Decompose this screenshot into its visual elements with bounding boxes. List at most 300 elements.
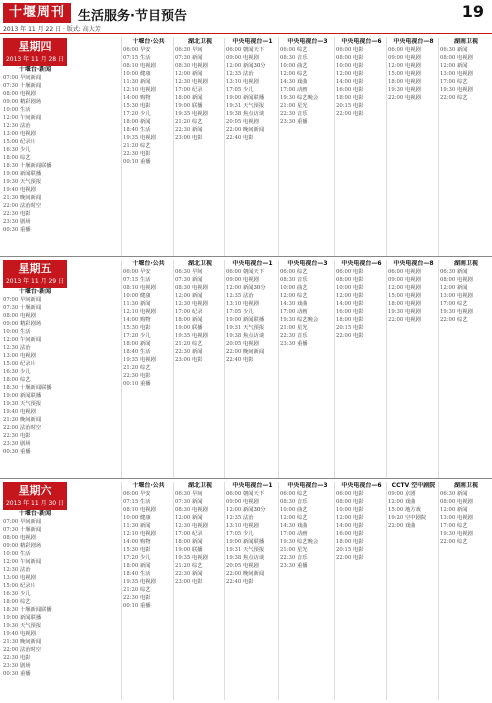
program-title: 生活 [138, 499, 151, 505]
program-time: 17:00 [175, 531, 191, 537]
program-title: 电视剧 [403, 301, 421, 307]
program-title: 纪录 [190, 309, 203, 315]
program-title: 新闻 [190, 293, 203, 299]
channel-name: 湖北卫视 [187, 260, 212, 267]
program-time: 09:00 [226, 55, 242, 61]
program-row [123, 498, 174, 506]
program-title: 电视剧 [190, 507, 208, 513]
program-title: 综艺 [455, 317, 468, 323]
program-time: 21:30 [3, 639, 19, 645]
program-time: 23:30 [280, 341, 296, 347]
program-title: 联播 [190, 547, 203, 553]
channel-name: 中央电视台—3 [287, 482, 328, 489]
program-row [280, 308, 335, 316]
program-row [3, 90, 67, 98]
program-time: 12:00 [280, 71, 296, 77]
program-time: 06:30 [175, 269, 191, 275]
program-row [280, 70, 335, 78]
channel-name: 湖南卫视 [453, 260, 478, 267]
program-time: 19:00 [175, 103, 191, 109]
program-row [226, 102, 279, 110]
program-time: 23:00 [175, 135, 191, 141]
program-row [226, 134, 279, 142]
program-row [123, 554, 174, 562]
program-row [123, 316, 174, 324]
channel-column [280, 38, 335, 256]
program-row [388, 70, 439, 78]
program-time: 23:30 [3, 219, 19, 225]
day-date: 2013 年 11 月 28 日 [5, 56, 65, 63]
program-title: 天气预报 [18, 623, 42, 629]
program-time: 08:00 [336, 277, 352, 283]
program-title: 电视剧 [403, 63, 421, 69]
program-time: 22:30 [123, 151, 139, 157]
program-title: 电视剧 [138, 309, 156, 315]
program-title: 综艺 [295, 293, 308, 299]
program-row [123, 490, 174, 498]
program-row [336, 506, 387, 514]
program-row [175, 46, 225, 54]
program-title: 晚间新闻 [18, 417, 42, 423]
program-time: 19:30 [3, 179, 19, 185]
program-time: 19:40 [3, 409, 19, 415]
program-title: 电视剧 [403, 87, 421, 93]
program-title: 综艺 [455, 301, 468, 307]
program-title: 生活 [138, 571, 151, 577]
program-row [280, 102, 335, 110]
program-row [123, 332, 174, 340]
program-title: 新闻 [190, 349, 203, 355]
program-row [3, 106, 67, 114]
program-row [336, 530, 387, 538]
program-row [123, 110, 174, 118]
program-row [3, 638, 67, 646]
program-time: 19:35 [123, 135, 139, 141]
program-time: 13:00 [3, 353, 19, 359]
program-row [3, 360, 67, 368]
program-title: 综艺 [18, 155, 31, 161]
program-title: 法治 [241, 293, 254, 299]
program-time: 20:15 [336, 325, 352, 331]
program-title: 综艺 [138, 587, 151, 593]
program-row [3, 336, 67, 344]
program-time: 15:00 [388, 71, 404, 77]
program-time: 22:00 [3, 203, 19, 209]
program-title: 新闻 [190, 571, 203, 577]
program-time: 19:30 [440, 309, 456, 315]
program-title: 电影 [351, 325, 364, 331]
program-time: 21:00 [280, 547, 296, 553]
program-row [280, 54, 335, 62]
program-row [336, 276, 387, 284]
program-title: 星光 [295, 547, 308, 553]
program-row [336, 94, 387, 102]
program-row [123, 292, 174, 300]
program-time: 19:38 [226, 555, 242, 561]
program-time: 12:00 [440, 507, 456, 513]
program-time: 18:40 [123, 571, 139, 577]
program-row [280, 292, 335, 300]
program-title: 综艺 [295, 269, 308, 275]
program-time: 21:20 [123, 587, 139, 593]
program-title: 重播 [138, 159, 151, 165]
program-row [123, 546, 174, 554]
edition-line: 2013 年 11 月 22 日 · 版式: 高大芳 [3, 26, 101, 33]
program-title: 剧场 [18, 441, 31, 447]
day-block [0, 480, 492, 702]
program-time: 10:00 [3, 107, 19, 113]
program-row [3, 542, 67, 550]
program-title: 综艺晚会 [295, 539, 319, 545]
program-time: 08:30 [280, 499, 296, 505]
program-time: 21:30 [3, 417, 19, 423]
program-row [175, 332, 225, 340]
program-time: 08:00 [3, 535, 19, 541]
channel-column [336, 38, 387, 256]
program-row [3, 558, 67, 566]
program-title: 午间新闻 [18, 337, 42, 343]
program-row [226, 554, 279, 562]
program-title: 天气预报 [18, 401, 42, 407]
program-row [175, 78, 225, 86]
program-time: 12:35 [226, 293, 242, 299]
program-row [280, 300, 335, 308]
program-title: 电影 [351, 269, 364, 275]
program-time: 16:00 [336, 87, 352, 93]
program-title: 电视剧 [190, 523, 208, 529]
program-row [175, 514, 225, 522]
program-title: 新闻联播 [241, 95, 265, 101]
program-row [123, 538, 174, 546]
program-time: 17:00 [440, 523, 456, 529]
program-row [175, 348, 225, 356]
day-badge [3, 482, 67, 510]
program-title: 新闻 [190, 317, 203, 323]
program-time: 12:00 [440, 63, 456, 69]
program-row [280, 514, 335, 522]
program-time: 12:30 [175, 523, 191, 529]
program-title: 新闻 [190, 515, 203, 521]
program-time: 19:40 [3, 631, 19, 637]
program-row [388, 46, 439, 54]
program-title: 新闻 [138, 341, 151, 347]
program-row [175, 62, 225, 70]
program-time: 22:00 [388, 317, 404, 323]
program-time: 22:30 [3, 433, 19, 439]
program-time: 17:00 [280, 309, 296, 315]
program-title: 戏曲 [295, 301, 308, 307]
program-row [280, 340, 335, 348]
program-row [336, 46, 387, 54]
program-time: 22:00 [226, 571, 242, 577]
program-title: 电视剧 [18, 131, 36, 137]
program-title: 购物 [138, 95, 151, 101]
program-title: 法治 [241, 71, 254, 77]
program-time: 06:00 [388, 47, 404, 53]
program-row [175, 578, 225, 586]
program-time: 13:10 [226, 301, 242, 307]
program-title: 电视剧 [455, 531, 473, 537]
program-row [3, 606, 67, 614]
program-row [280, 332, 335, 340]
program-time: 14:30 [280, 301, 296, 307]
program-time: 18:00 [336, 317, 352, 323]
program-row [123, 586, 174, 594]
program-title: 电视剧 [241, 563, 259, 569]
program-time: 19:35 [175, 333, 191, 339]
program-title: 生活 [18, 551, 31, 557]
program-time: 18:40 [123, 127, 139, 133]
program-time: 16:30 [3, 147, 19, 153]
program-title: 电影 [351, 333, 364, 339]
program-row [226, 284, 279, 292]
channel-name: 中央电视台—3 [287, 260, 328, 267]
program-title: 天气预报 [241, 547, 265, 553]
program-title: 电视剧 [18, 535, 36, 541]
program-row [388, 490, 439, 498]
program-row [123, 522, 174, 530]
program-title: 电视剧 [18, 91, 36, 97]
program-title: 十堰新闻 [18, 83, 42, 89]
program-time: 06:00 [226, 47, 242, 53]
program-title: 电影 [138, 103, 151, 109]
program-title: 曲艺 [295, 63, 308, 69]
program-title: 电视剧 [241, 523, 259, 529]
program-row [3, 98, 67, 106]
program-time: 22:30 [175, 571, 191, 577]
program-title: 电影 [351, 71, 364, 77]
program-row [175, 324, 225, 332]
program-time: 12:10 [123, 309, 139, 315]
program-time: 10:00 [280, 63, 296, 69]
program-time: 15:30 [123, 547, 139, 553]
program-row [3, 646, 67, 654]
program-title: 电影 [351, 547, 364, 553]
program-row [280, 498, 335, 506]
channel-name: 湖南卫视 [453, 38, 478, 45]
program-time: 07:00 [3, 75, 19, 81]
program-title: 综艺晚会 [295, 95, 319, 101]
program-row [123, 562, 174, 570]
program-row [226, 268, 279, 276]
program-title: 新闻 [138, 563, 151, 569]
program-title: 戏曲 [295, 79, 308, 85]
program-time: 19:30 [388, 309, 404, 315]
program-row [3, 630, 67, 638]
program-title: 电视剧 [403, 285, 421, 291]
program-time: 11:30 [123, 79, 139, 85]
program-time: 08:30 [280, 55, 296, 61]
program-row [226, 54, 279, 62]
program-title: 天气预报 [241, 325, 265, 331]
program-time: 16:30 [3, 591, 19, 597]
program-time: 19:31 [226, 547, 242, 553]
program-row [336, 86, 387, 94]
channel-column [440, 482, 492, 700]
program-time: 18:00 [123, 119, 139, 125]
program-row [175, 498, 225, 506]
program-title: 健康 [138, 71, 151, 77]
channel-name: 中央电视台—6 [341, 260, 382, 267]
program-time: 06:00 [336, 47, 352, 53]
program-row [175, 118, 225, 126]
program-title: 新闻 [138, 119, 151, 125]
program-title: 少儿 [18, 369, 31, 375]
program-title: 纪录片 [18, 583, 36, 589]
program-time: 17:20 [123, 333, 139, 339]
channel-name: CCTV 空中剧院 [391, 482, 436, 489]
program-time: 22:00 [440, 95, 456, 101]
program-time: 21:20 [175, 563, 191, 569]
program-time: 07:15 [123, 277, 139, 283]
program-row [336, 110, 387, 118]
program-title: 少儿 [138, 333, 151, 339]
channel-name: 中央电视台—8 [393, 38, 434, 45]
program-title: 新闻 [455, 47, 468, 53]
channel-column [123, 482, 174, 700]
program-title: 焦点访谈 [241, 111, 265, 117]
program-row [175, 340, 225, 348]
program-row [336, 554, 387, 562]
program-time: 18:00 [336, 95, 352, 101]
program-row [336, 54, 387, 62]
program-row [336, 268, 387, 276]
program-row [175, 110, 225, 118]
program-title: 十堰新闻联播 [18, 385, 52, 391]
program-row [175, 308, 225, 316]
channel-column [440, 260, 492, 478]
program-row [280, 522, 335, 530]
program-row [388, 276, 439, 284]
program-row [123, 134, 174, 142]
program-title: 电影 [351, 47, 364, 53]
program-title: 综艺 [455, 539, 468, 545]
program-title: 电视剧 [455, 499, 473, 505]
column-divider [386, 38, 387, 256]
program-title: 新闻30分 [241, 285, 266, 291]
program-title: 电视剧 [403, 55, 421, 61]
program-row [388, 308, 439, 316]
program-time: 12:30 [3, 123, 19, 129]
program-title: 生活 [18, 329, 31, 335]
program-row [3, 154, 67, 162]
column-divider [438, 482, 439, 700]
program-time: 10:00 [336, 507, 352, 513]
program-title: 戏曲 [295, 523, 308, 529]
program-title: 新闻 [190, 71, 203, 77]
column-divider [334, 482, 335, 700]
program-time: 16:00 [336, 531, 352, 537]
program-title: 新闻 [190, 55, 203, 61]
program-time: 13:10 [226, 523, 242, 529]
program-title: 电影 [351, 277, 364, 283]
program-title: 电视剧 [403, 269, 421, 275]
channel-column [280, 482, 335, 700]
program-title: 音乐 [295, 555, 308, 561]
program-time: 08:30 [175, 507, 191, 513]
program-title: 新闻 [138, 79, 151, 85]
program-time: 15:00 [3, 139, 19, 145]
program-row [280, 284, 335, 292]
program-title: 晚间新闻 [241, 127, 265, 133]
program-time: 10:00 [336, 63, 352, 69]
program-row [280, 490, 335, 498]
program-row [3, 518, 67, 526]
channel-column [226, 482, 279, 700]
program-row [3, 590, 67, 598]
program-row [3, 146, 67, 154]
program-time: 17:05 [226, 309, 242, 315]
program-row [123, 300, 174, 308]
program-title: 电影 [241, 135, 254, 141]
program-time: 07:30 [3, 527, 19, 533]
program-row [280, 78, 335, 86]
program-row [175, 276, 225, 284]
program-row [388, 54, 439, 62]
program-time: 19:38 [226, 333, 242, 339]
program-time: 19:31 [226, 325, 242, 331]
program-time: 10:00 [123, 293, 139, 299]
program-time: 21:00 [280, 103, 296, 109]
program-row [175, 292, 225, 300]
program-row [226, 562, 279, 570]
program-title: 电视剧 [241, 79, 259, 85]
day-divider [0, 478, 492, 479]
program-time: 18:00 [388, 79, 404, 85]
program-time: 22:00 [226, 349, 242, 355]
program-time: 18:00 [175, 317, 191, 323]
program-row [226, 578, 279, 586]
column-divider [121, 260, 122, 478]
program-title: 少儿 [241, 87, 254, 93]
program-time: 12:35 [226, 515, 242, 521]
program-time: 12:10 [123, 87, 139, 93]
program-row [123, 142, 174, 150]
program-time: 15:00 [3, 583, 19, 589]
program-row [3, 82, 67, 90]
program-title: 新闻联播 [18, 615, 42, 621]
program-row [175, 54, 225, 62]
program-row [123, 602, 174, 610]
program-row [280, 110, 335, 118]
program-row [3, 210, 67, 218]
program-row [280, 538, 335, 546]
program-row [123, 530, 174, 538]
program-title: 法治 [18, 567, 31, 573]
program-time: 13:10 [226, 79, 242, 85]
program-time: 08:10 [123, 285, 139, 291]
program-row [3, 416, 67, 424]
program-row [226, 356, 279, 364]
program-row [388, 506, 439, 514]
program-time: 14:30 [280, 79, 296, 85]
program-time: 19:31 [226, 103, 242, 109]
program-time: 23:30 [280, 563, 296, 569]
program-title: 空中剧院 [403, 515, 427, 521]
program-time: 12:00 [3, 337, 19, 343]
program-time: 19:30 [280, 95, 296, 101]
program-row [440, 514, 492, 522]
column-divider [334, 38, 335, 256]
program-time: 17:05 [226, 87, 242, 93]
program-title: 电视剧 [403, 71, 421, 77]
program-title: 重播 [18, 227, 31, 233]
channel-name: 湖北卫视 [187, 482, 212, 489]
program-row [175, 94, 225, 102]
program-row [3, 138, 67, 146]
program-row [175, 562, 225, 570]
channel-name: 中央电视台—8 [393, 260, 434, 267]
